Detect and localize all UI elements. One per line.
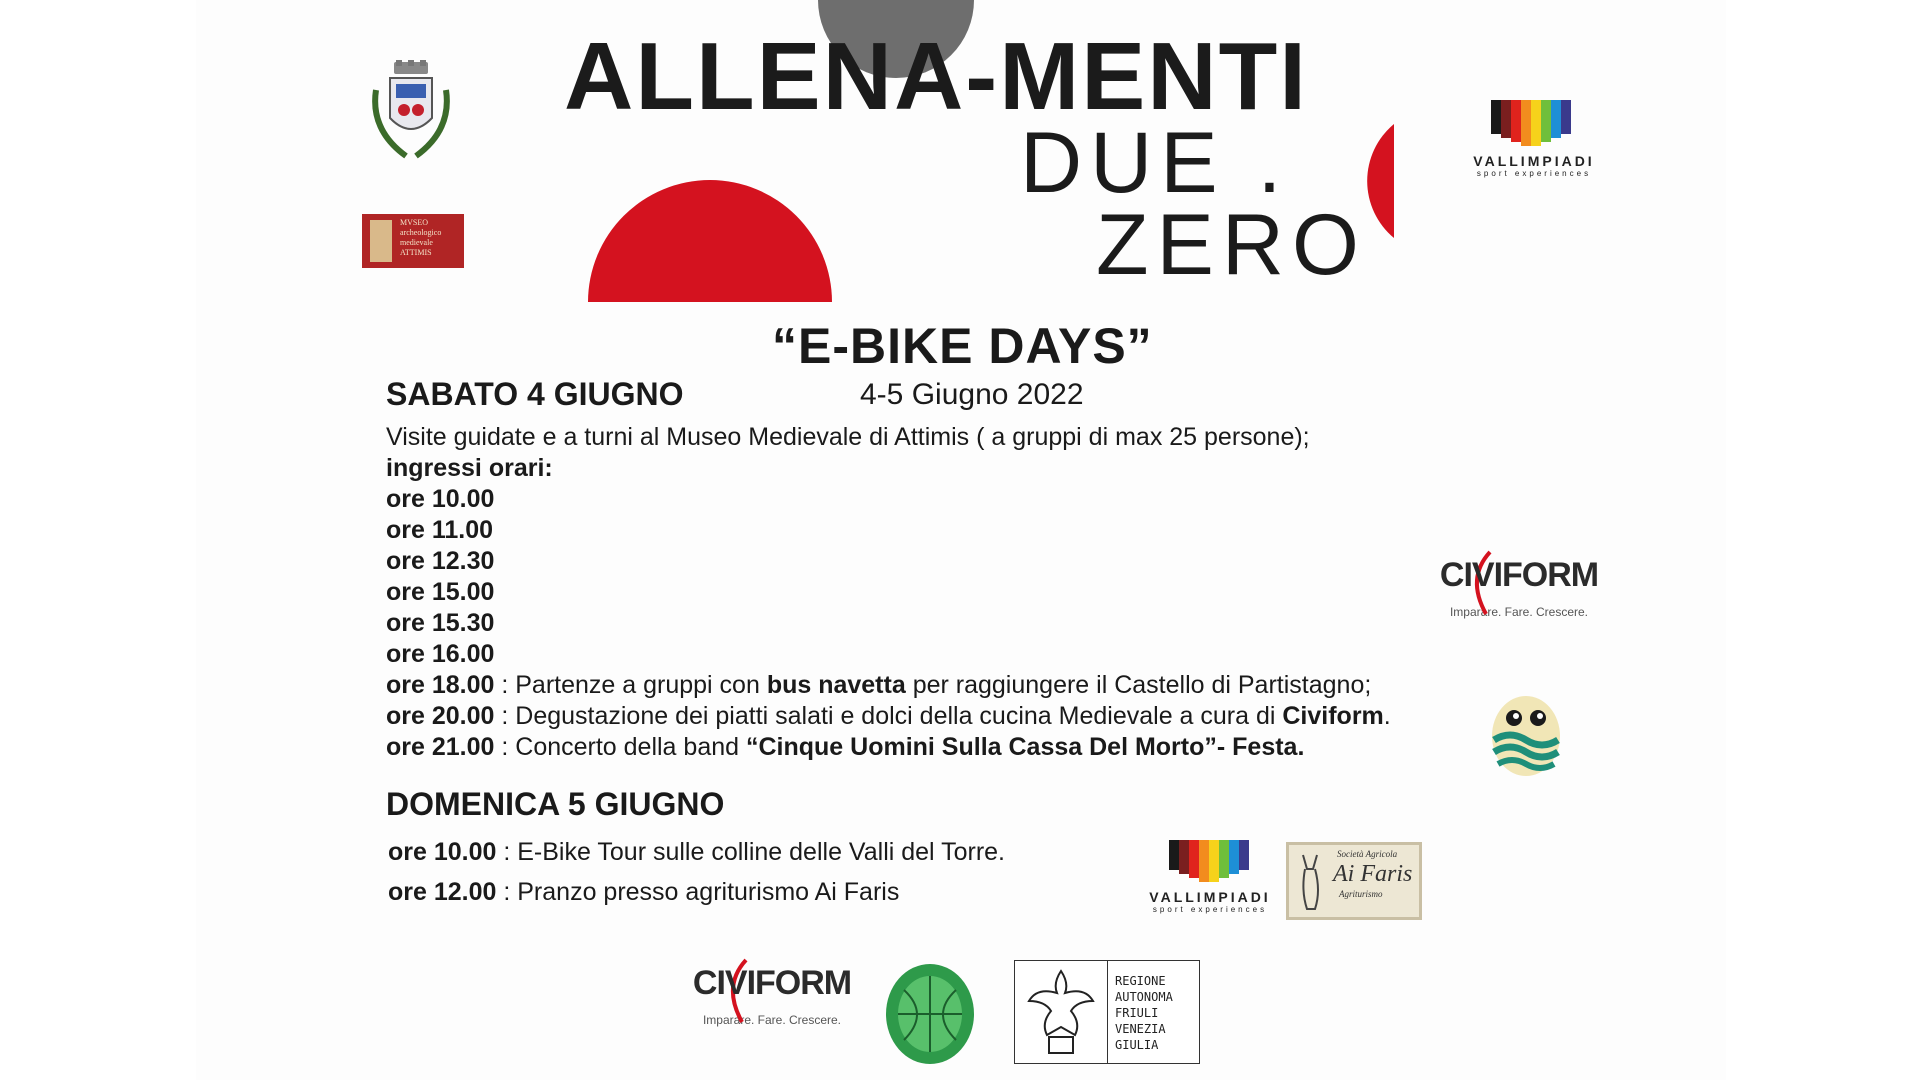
sunday-event-row [388,832,1005,872]
entry-time: ore 10.00 [386,485,495,513]
coat-of-arms-logo [366,60,456,168]
event-text: : Pranzo presso agriturismo Ai Faris [496,878,900,906]
region-line: FRIULI [1115,1006,1159,1020]
entries-label: ingressi orari: [386,454,553,482]
entry-time: ore 16.00 [386,640,495,668]
entry-time: ore 15.00 [386,578,495,606]
civiform-logo-right [1434,556,1604,619]
event-time: ore 12.00 [388,878,497,906]
vallimpiadi-logo-bottom [1140,840,1280,914]
vallimpiadi-name: VALLIMPIADI [1473,153,1595,169]
saturday-event-row [386,670,1391,701]
event-highlight: “Cinque Uomini Sulla Cassa Del Morto”- Festa. [745,733,1305,761]
civiform-logo-bottom [690,964,854,1027]
vallimpiadi-tagline: sport experiences [1476,169,1592,178]
region-line: AUTONOMA [1115,990,1173,1004]
museum-logo-line: ATTIMIS [400,248,432,257]
region-line: VENEZIA [1115,1022,1166,1036]
sunday-schedule [388,832,1005,912]
civiform-name: CIVIFORM [692,964,852,1002]
eagle-icon [1023,967,1099,1057]
event-title: “E-BIKE DAYS” [772,318,1153,374]
event-text: . [1383,702,1391,730]
title-line-2: DUE . [1020,115,1290,211]
event-highlight: Civiform [1282,702,1384,730]
museum-logo-line: medievale [400,238,433,247]
vallimpiadi-stripes-icon [1491,100,1577,148]
event-text: per raggiungere il Castello di Partistagno; [905,671,1372,699]
museum-logo-line: archeologico [400,228,442,237]
donkey-icon [1295,851,1325,913]
event-text: : E-Bike Tour sulle colline delle Valli del Torre. [496,838,1006,866]
ai-faris-sub: Agriturismo [1339,889,1383,899]
ai-faris-name: Ai Faris [1333,861,1413,887]
event-time: ore 18.00 [386,671,495,699]
region-text [1115,973,1173,1053]
saturday-schedule [386,422,1391,763]
title-line-1: ALLENA-MENTI [564,23,1308,130]
saturday-event-row [386,701,1391,732]
ai-faris-logo [1286,842,1422,920]
ai-faris-top: Società Agricola [1337,849,1398,859]
event-time: ore 21.00 [386,733,495,761]
vallimpiadi-stripes-icon [1169,840,1251,884]
sunday-heading: DOMENICA 5 GIUGNO [386,786,725,822]
museum-figure-icon [370,220,392,262]
event-time: ore 10.00 [388,838,497,866]
event-dates: 4-5 Giugno 2022 [860,378,1084,411]
saturday-intro: Visite guidate e a turni al Museo Medievale di Attimis ( a gruppi di max 25 persone); [386,423,1310,451]
saturday-event-row [386,732,1391,763]
title-line-3: ZERO [1096,197,1367,293]
basketball-icon [882,962,978,1066]
red-half-circle-large [588,180,832,302]
event-highlight: bus navetta [766,671,906,699]
entry-time: ore 12.30 [386,547,495,575]
red-half-circle-small [1367,124,1394,238]
tarcento-basket-logo [882,962,978,1066]
wave-mascot-logo [1488,694,1564,778]
region-line: GIULIA [1115,1038,1159,1052]
region-line: REGIONE [1115,974,1166,988]
civiform-tagline: Imparare. Fare. Crescere. [1449,605,1589,619]
event-text: : Partenze a gruppi con [494,671,767,699]
civiform-tagline: Imparare. Fare. Crescere. [702,1013,842,1027]
event-time: ore 20.00 [386,702,495,730]
entry-time: ore 11.00 [386,516,494,544]
civiform-name: CIVIFORM [1439,556,1599,594]
poster [196,0,1726,1080]
vallimpiadi-tagline: sport experiences [1152,905,1268,914]
saturday-heading: SABATO 4 GIUGNO [386,376,684,412]
regione-fvg-logo [1014,960,1200,1064]
entry-time: ore 15.30 [386,609,495,637]
vallimpiadi-logo-top [1464,100,1604,178]
sunday-event-row [388,872,1005,912]
museum-logo [362,214,464,268]
vallimpiadi-name: VALLIMPIADI [1149,889,1271,905]
event-text: : Concerto della band [494,733,746,761]
event-text: : Degustazione dei piatti salati e dolci della cucina Medievale a cura di [494,702,1283,730]
museum-logo-line: MVSEO [400,218,429,227]
